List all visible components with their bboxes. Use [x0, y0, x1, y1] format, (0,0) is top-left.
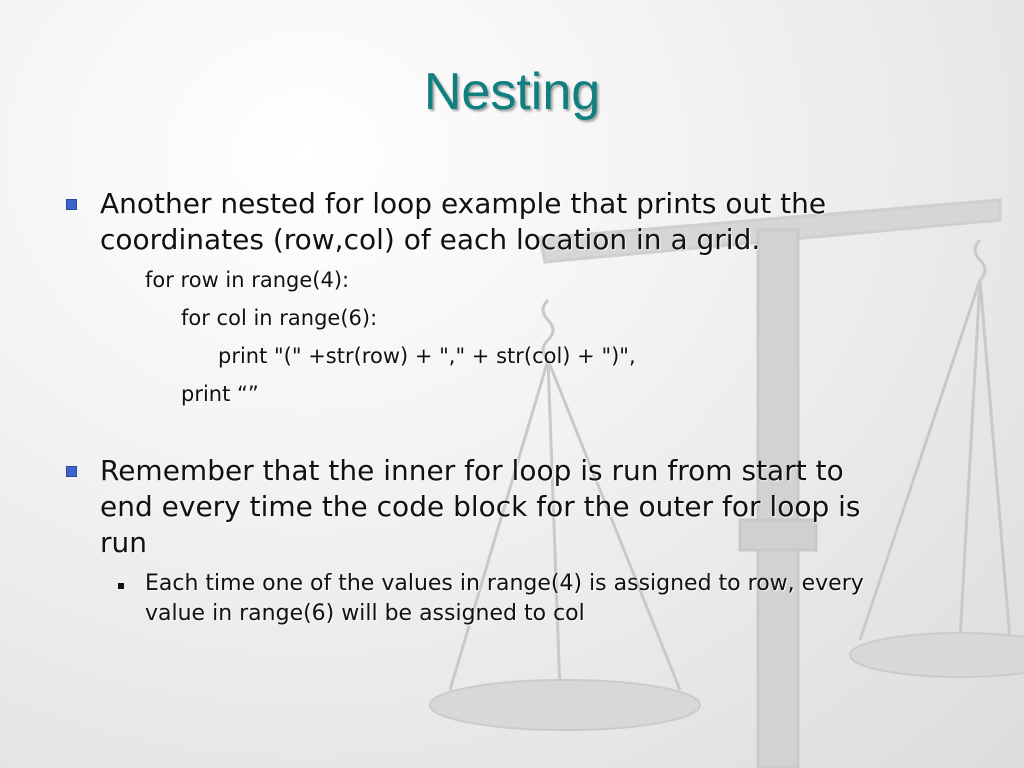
code-line-4: print “” [181, 382, 259, 406]
bullet-2-line-3: run [100, 526, 148, 559]
bullet-2-line-1: Remember that the inner for loop is run from start to [100, 454, 844, 487]
bullet-1-line-1: Another nested for loop example that prints out the [100, 187, 827, 220]
bullet-square-icon [66, 199, 77, 210]
sub-bullet-square-icon [118, 583, 124, 589]
code-line-3: print "(" +str(row) + "," + str(col) + ")", [218, 344, 636, 368]
code-line-2: for col in range(6): [181, 306, 378, 330]
sub-bullet-line-2: value in range(6) will be assigned to col [145, 601, 585, 626]
bullet-2-line-2: end every time the code block for the outer for loop is [100, 490, 861, 523]
sub-bullet-line-1: Each time one of the values in range(4) is assigned to row, every [145, 571, 864, 596]
code-line-1: for row in range(4): [145, 268, 350, 292]
bullet-1-line-2: coordinates (row,col) of each location in a grid. [100, 223, 761, 256]
bullet-square-icon [66, 466, 77, 477]
slide-title: Nesting [423, 63, 601, 121]
